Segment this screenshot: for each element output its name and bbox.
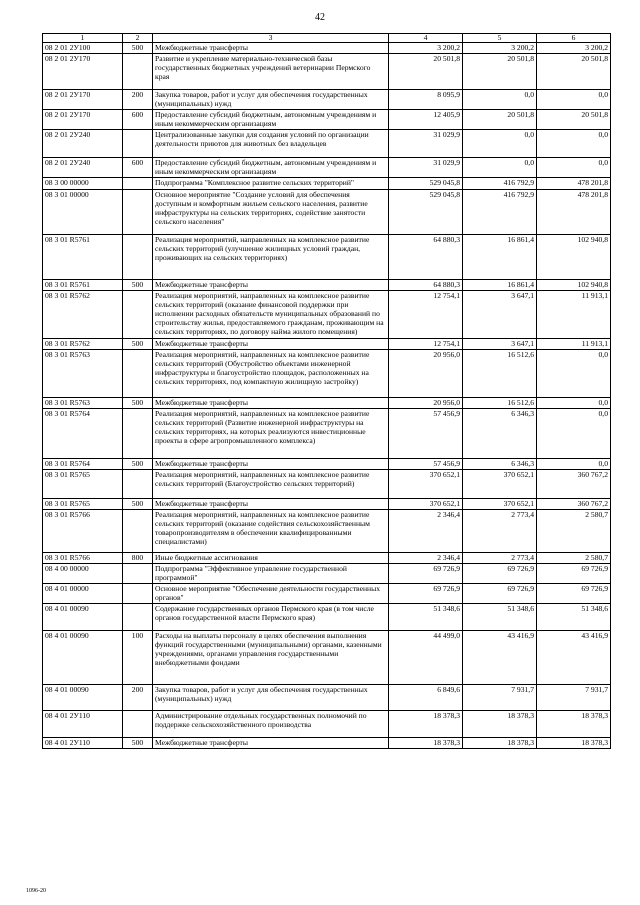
row-amount-2022: 16 861,4 bbox=[463, 235, 537, 280]
row-name: Предоставление субсидий бюджетным, автономным учреждениям и иным некоммерческим организациям bbox=[153, 110, 389, 130]
row-code: 08 3 01 R5762 bbox=[43, 291, 123, 339]
row-expense-type bbox=[123, 409, 153, 459]
row-amount-2023: 7 931,7 bbox=[537, 685, 611, 711]
row-expense-type: 500 bbox=[123, 398, 153, 409]
row-expense-type bbox=[123, 235, 153, 280]
row-amount-2021: 529 045,8 bbox=[389, 190, 463, 235]
row-amount-2022: 416 792,9 bbox=[463, 190, 537, 235]
row-amount-2023: 43 416,9 bbox=[537, 631, 611, 685]
row-amount-2021: 57 456,9 bbox=[389, 409, 463, 459]
row-amount-2022: 2 773,4 bbox=[463, 553, 537, 564]
row-code: 08 3 00 00000 bbox=[43, 178, 123, 190]
row-expense-type bbox=[123, 130, 153, 158]
row-code: 08 3 01 R5766 bbox=[43, 553, 123, 564]
row-amount-2023: 0,0 bbox=[537, 90, 611, 110]
row-code: 08 2 01 2У240 bbox=[43, 158, 123, 178]
row-name: Реализация мероприятий, направленных на комплексное развитие сельских территорий (Благоустройство сельских территорий) bbox=[153, 470, 389, 499]
row-amount-2023: 11 913,1 bbox=[537, 339, 611, 350]
row-amount-2022: 18 378,3 bbox=[463, 738, 537, 749]
row-amount-2023: 11 913,1 bbox=[537, 291, 611, 339]
row-expense-type: 500 bbox=[123, 738, 153, 749]
row-code: 08 3 01 R5761 bbox=[43, 235, 123, 280]
row-amount-2023: 478 201,8 bbox=[537, 190, 611, 235]
row-code: 08 3 01 R5763 bbox=[43, 350, 123, 398]
row-code: 08 2 01 2У240 bbox=[43, 130, 123, 158]
row-code: 08 4 01 00000 bbox=[43, 584, 123, 604]
table-row bbox=[43, 409, 611, 459]
row-amount-2023: 69 726,9 bbox=[537, 584, 611, 604]
row-code: 08 2 01 2У100 bbox=[43, 43, 123, 54]
row-amount-2022: 16 512,6 bbox=[463, 398, 537, 409]
row-name: Реализация мероприятий, направленных на комплексное развитие сельских территорий (улучшение жилищных условий граждан, проживающих на сельских территориях) bbox=[153, 235, 389, 280]
row-expense-type: 500 bbox=[123, 499, 153, 510]
row-amount-2023: 2 580,7 bbox=[537, 510, 611, 553]
row-code: 08 3 01 00000 bbox=[43, 190, 123, 235]
row-name: Межбюджетные трансферты bbox=[153, 738, 389, 749]
row-code: 08 3 01 R5765 bbox=[43, 470, 123, 499]
row-amount-2021: 20 501,8 bbox=[389, 54, 463, 90]
row-name: Межбюджетные трансферты bbox=[153, 459, 389, 470]
row-expense-type bbox=[123, 54, 153, 90]
row-amount-2021: 31 029,9 bbox=[389, 130, 463, 158]
row-expense-type bbox=[123, 178, 153, 190]
row-name: Развитие и укрепление материально-технической базы государственных бюджетных учреждений ветеринарии Пермского края bbox=[153, 54, 389, 90]
table-row bbox=[43, 158, 611, 178]
column-header: 3 bbox=[153, 34, 389, 43]
table-row bbox=[43, 738, 611, 749]
row-amount-2021: 12 754,1 bbox=[389, 339, 463, 350]
row-expense-type bbox=[123, 604, 153, 631]
table-row bbox=[43, 178, 611, 190]
row-amount-2021: 20 956,0 bbox=[389, 350, 463, 398]
row-name: Реализация мероприятий, направленных на комплексное развитие сельских территорий (оказание содействия сельскохозяйственным товаропроизводителям в обеспечении квалифицированными специалистами) bbox=[153, 510, 389, 553]
table-row bbox=[43, 711, 611, 738]
row-code: 08 4 01 00090 bbox=[43, 604, 123, 631]
row-amount-2023: 18 378,3 bbox=[537, 738, 611, 749]
row-code: 08 3 01 R5764 bbox=[43, 459, 123, 470]
row-amount-2023: 102 940,8 bbox=[537, 280, 611, 291]
column-header: 2 bbox=[123, 34, 153, 43]
row-code: 08 3 01 R5761 bbox=[43, 280, 123, 291]
row-name: Межбюджетные трансферты bbox=[153, 43, 389, 54]
row-amount-2021: 529 045,8 bbox=[389, 178, 463, 190]
page-number: 42 bbox=[315, 12, 325, 23]
row-amount-2022: 43 416,9 bbox=[463, 631, 537, 685]
row-name: Основное мероприятие "Создание условий для обеспечения доступным и комфортным жильем сельского населения, развитие инфраструктуры на сельских территориях, содействие занятости сельского населения" bbox=[153, 190, 389, 235]
row-amount-2023: 18 378,3 bbox=[537, 711, 611, 738]
row-amount-2022: 69 726,9 bbox=[463, 564, 537, 584]
table-row bbox=[43, 130, 611, 158]
table-row bbox=[43, 631, 611, 685]
row-name: Предоставление субсидий бюджетным, автономным учреждениям и иным некоммерческим организациям bbox=[153, 158, 389, 178]
table-row bbox=[43, 470, 611, 499]
row-amount-2022: 0,0 bbox=[463, 90, 537, 110]
table-row bbox=[43, 510, 611, 553]
column-header: 5 bbox=[463, 34, 537, 43]
table-row bbox=[43, 499, 611, 510]
row-amount-2021: 51 348,6 bbox=[389, 604, 463, 631]
table-row bbox=[43, 685, 611, 711]
row-amount-2021: 12 405,9 bbox=[389, 110, 463, 130]
row-amount-2022: 69 726,9 bbox=[463, 584, 537, 604]
row-expense-type: 600 bbox=[123, 158, 153, 178]
row-amount-2021: 20 956,0 bbox=[389, 398, 463, 409]
row-amount-2023: 0,0 bbox=[537, 158, 611, 178]
row-code: 08 2 01 2У170 bbox=[43, 90, 123, 110]
document-code: 1096-20 bbox=[26, 888, 46, 894]
row-amount-2023: 0,0 bbox=[537, 459, 611, 470]
row-expense-type: 100 bbox=[123, 631, 153, 685]
row-code: 08 4 01 2У110 bbox=[43, 711, 123, 738]
table-row bbox=[43, 280, 611, 291]
row-amount-2021: 18 378,3 bbox=[389, 711, 463, 738]
row-expense-type bbox=[123, 584, 153, 604]
table-row bbox=[43, 339, 611, 350]
row-amount-2023: 102 940,8 bbox=[537, 235, 611, 280]
row-amount-2021: 8 095,9 bbox=[389, 90, 463, 110]
row-code: 08 3 01 R5762 bbox=[43, 339, 123, 350]
row-expense-type bbox=[123, 350, 153, 398]
row-name: Закупка товаров, работ и услуг для обеспечения государственных (муниципальных) нужд bbox=[153, 90, 389, 110]
row-amount-2022: 18 378,3 bbox=[463, 711, 537, 738]
row-amount-2021: 370 652,1 bbox=[389, 499, 463, 510]
table-row bbox=[43, 235, 611, 280]
row-amount-2021: 57 456,9 bbox=[389, 459, 463, 470]
row-amount-2023: 360 767,2 bbox=[537, 499, 611, 510]
row-name: Подпрограмма "Эффективное управление государственной программой" bbox=[153, 564, 389, 584]
row-amount-2023: 0,0 bbox=[537, 350, 611, 398]
row-expense-type bbox=[123, 564, 153, 584]
row-amount-2022: 20 501,8 bbox=[463, 110, 537, 130]
row-amount-2022: 6 346,3 bbox=[463, 409, 537, 459]
row-amount-2022: 3 647,1 bbox=[463, 291, 537, 339]
row-code: 08 4 01 00090 bbox=[43, 631, 123, 685]
row-amount-2023: 0,0 bbox=[537, 130, 611, 158]
row-expense-type bbox=[123, 510, 153, 553]
row-expense-type: 800 bbox=[123, 553, 153, 564]
row-amount-2022: 6 346,3 bbox=[463, 459, 537, 470]
row-expense-type bbox=[123, 470, 153, 499]
row-amount-2022: 3 647,1 bbox=[463, 339, 537, 350]
table-row bbox=[43, 43, 611, 54]
row-amount-2022: 370 652,1 bbox=[463, 470, 537, 499]
table-row bbox=[43, 584, 611, 604]
row-amount-2021: 12 754,1 bbox=[389, 291, 463, 339]
table-row bbox=[43, 190, 611, 235]
row-amount-2022: 20 501,8 bbox=[463, 54, 537, 90]
row-name: Межбюджетные трансферты bbox=[153, 339, 389, 350]
row-name: Закупка товаров, работ и услуг для обеспечения государственных (муниципальных) нужд bbox=[153, 685, 389, 711]
row-amount-2023: 0,0 bbox=[537, 398, 611, 409]
column-header: 1 bbox=[43, 34, 123, 43]
row-amount-2022: 2 773,4 bbox=[463, 510, 537, 553]
row-amount-2021: 69 726,9 bbox=[389, 584, 463, 604]
row-name: Содержание государственных органов Пермского края (в том числе органов государственной власти Пермского края) bbox=[153, 604, 389, 631]
row-expense-type: 200 bbox=[123, 90, 153, 110]
row-amount-2022: 370 652,1 bbox=[463, 499, 537, 510]
row-code: 08 3 01 R5766 bbox=[43, 510, 123, 553]
row-code: 08 4 00 00000 bbox=[43, 564, 123, 584]
row-amount-2022: 0,0 bbox=[463, 158, 537, 178]
row-amount-2022: 16 512,6 bbox=[463, 350, 537, 398]
row-expense-type: 200 bbox=[123, 685, 153, 711]
table-row bbox=[43, 553, 611, 564]
row-name: Реализация мероприятий, направленных на комплексное развитие сельских территорий (Развитие инженерной инфраструктуры на сельских территориях, на которых реализуются инвестиционные проекты в сфере агропромышленного комплекса) bbox=[153, 409, 389, 459]
row-code: 08 2 01 2У170 bbox=[43, 54, 123, 90]
table-row bbox=[43, 604, 611, 631]
row-amount-2021: 2 346,4 bbox=[389, 510, 463, 553]
row-name: Централизованные закупки для создания условий по организации деятельности приютов для животных без владельцев bbox=[153, 130, 389, 158]
row-name: Основное мероприятие "Обеспечение деятельности государственных органов" bbox=[153, 584, 389, 604]
row-amount-2022: 7 931,7 bbox=[463, 685, 537, 711]
row-amount-2023: 2 580,7 bbox=[537, 553, 611, 564]
table-row bbox=[43, 398, 611, 409]
table-row bbox=[43, 564, 611, 584]
row-amount-2021: 64 880,3 bbox=[389, 280, 463, 291]
row-expense-type: 500 bbox=[123, 43, 153, 54]
row-name: Подпрограмма "Комплексное развитие сельских территорий" bbox=[153, 178, 389, 190]
row-code: 08 3 01 R5764 bbox=[43, 409, 123, 459]
row-name: Расходы на выплаты персоналу в целях обеспечения выполнения функций государственными (муниципальными) органами, казенными учреждениями, органами управления государственными внебюджетными фондами bbox=[153, 631, 389, 685]
row-amount-2021: 69 726,9 bbox=[389, 564, 463, 584]
row-amount-2021: 370 652,1 bbox=[389, 470, 463, 499]
table-row bbox=[43, 350, 611, 398]
row-amount-2023: 51 348,6 bbox=[537, 604, 611, 631]
row-expense-type: 500 bbox=[123, 459, 153, 470]
table-row bbox=[43, 459, 611, 470]
row-amount-2023: 20 501,8 bbox=[537, 110, 611, 130]
row-name: Реализация мероприятий, направленных на комплексное развитие сельских территорий (Обустройство объектами инженерной инфраструктуры и благоустройство площадок, расположенных на сельских территориях, под компактную жилищную застройку) bbox=[153, 350, 389, 398]
row-amount-2022: 16 861,4 bbox=[463, 280, 537, 291]
row-amount-2023: 0,0 bbox=[537, 409, 611, 459]
table-row bbox=[43, 110, 611, 130]
row-amount-2022: 3 200,2 bbox=[463, 43, 537, 54]
row-amount-2023: 360 767,2 bbox=[537, 470, 611, 499]
row-amount-2021: 3 200,2 bbox=[389, 43, 463, 54]
row-name: Межбюджетные трансферты bbox=[153, 398, 389, 409]
row-amount-2021: 31 029,9 bbox=[389, 158, 463, 178]
row-expense-type: 500 bbox=[123, 339, 153, 350]
table-header-row bbox=[43, 34, 611, 43]
row-expense-type: 500 bbox=[123, 280, 153, 291]
row-expense-type bbox=[123, 711, 153, 738]
column-header: 4 bbox=[389, 34, 463, 43]
row-expense-type bbox=[123, 291, 153, 339]
row-name: Администрирование отдельных государственных полномочий по поддержке сельскохозяйственного производства bbox=[153, 711, 389, 738]
row-amount-2023: 20 501,8 bbox=[537, 54, 611, 90]
row-code: 08 3 01 R5763 bbox=[43, 398, 123, 409]
row-amount-2022: 51 348,6 bbox=[463, 604, 537, 631]
row-code: 08 4 01 00090 bbox=[43, 685, 123, 711]
row-expense-type: 600 bbox=[123, 110, 153, 130]
row-expense-type bbox=[123, 190, 153, 235]
row-amount-2021: 2 346,4 bbox=[389, 553, 463, 564]
row-amount-2023: 69 726,9 bbox=[537, 564, 611, 584]
row-amount-2021: 18 378,3 bbox=[389, 738, 463, 749]
row-amount-2022: 0,0 bbox=[463, 130, 537, 158]
row-amount-2023: 478 201,8 bbox=[537, 178, 611, 190]
row-name: Межбюджетные трансферты bbox=[153, 280, 389, 291]
table-row bbox=[43, 90, 611, 110]
row-code: 08 2 01 2У170 bbox=[43, 110, 123, 130]
row-name: Межбюджетные трансферты bbox=[153, 499, 389, 510]
row-amount-2022: 416 792,9 bbox=[463, 178, 537, 190]
table-row bbox=[43, 54, 611, 90]
row-name: Реализация мероприятий, направленных на комплексное развитие сельских территорий (оказание финансовой поддержки при исполнении расходных обязательств муниципальных образований по строительству жилья, предоставляемого гражданам, проживающим на сельских территориях, по договору найма жилого помещения) bbox=[153, 291, 389, 339]
row-name: Иные бюджетные ассигнования bbox=[153, 553, 389, 564]
row-amount-2023: 3 200,2 bbox=[537, 43, 611, 54]
column-header: 6 bbox=[537, 34, 611, 43]
table-row bbox=[43, 291, 611, 339]
row-amount-2021: 6 849,6 bbox=[389, 685, 463, 711]
row-amount-2021: 64 880,3 bbox=[389, 235, 463, 280]
row-code: 08 4 01 2У110 bbox=[43, 738, 123, 749]
row-amount-2021: 44 499,0 bbox=[389, 631, 463, 685]
row-code: 08 3 01 R5765 bbox=[43, 499, 123, 510]
budget-table bbox=[42, 33, 611, 749]
